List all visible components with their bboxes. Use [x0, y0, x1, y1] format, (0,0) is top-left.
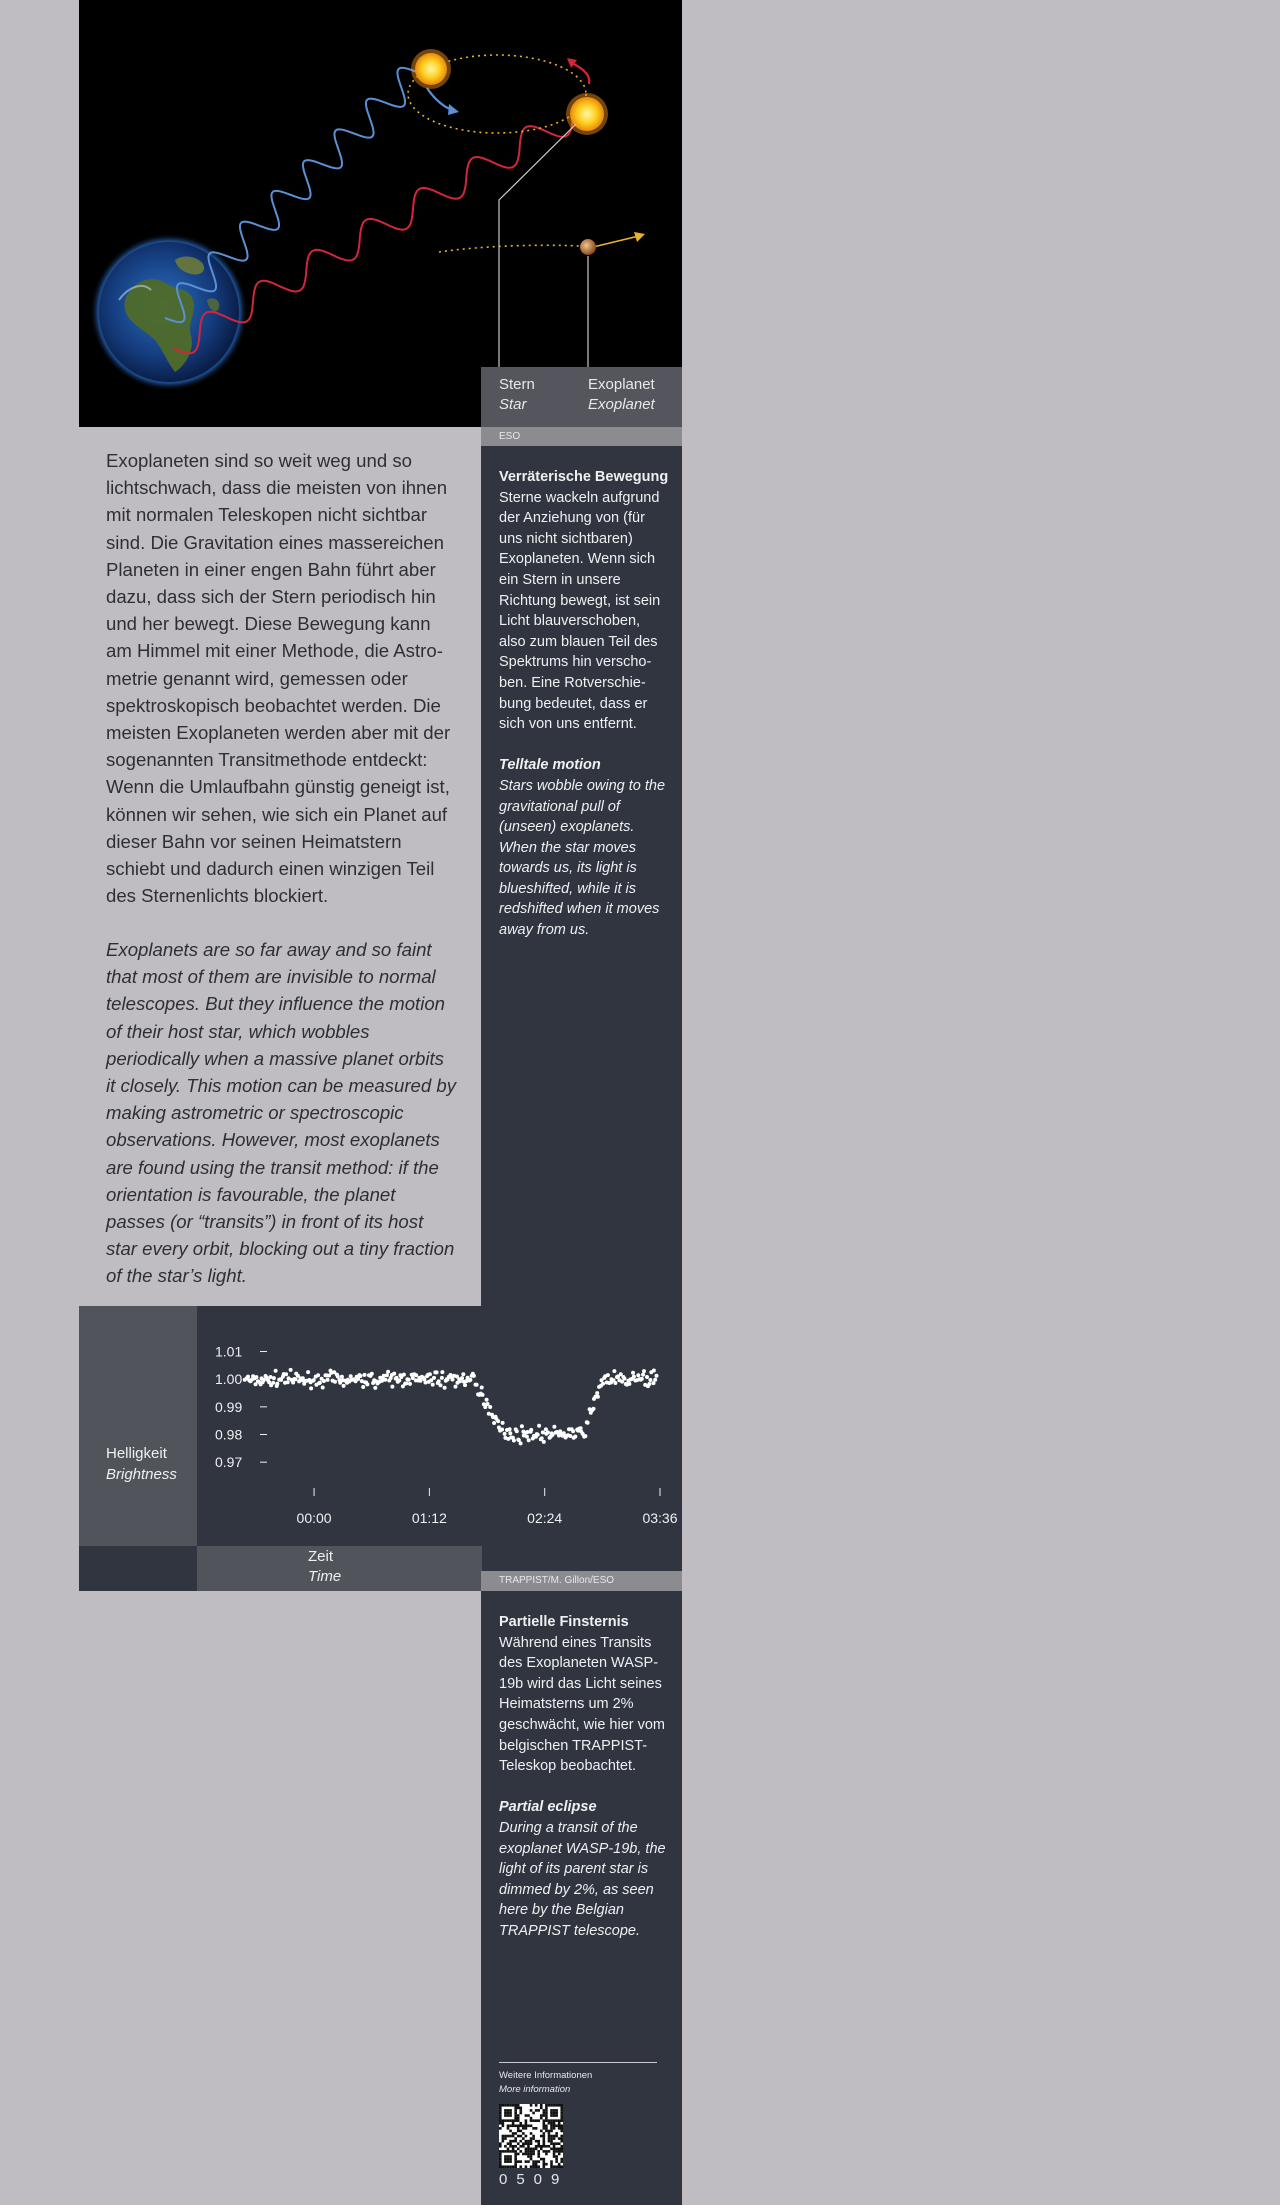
data-point: [386, 1370, 390, 1374]
data-point: [397, 1378, 401, 1382]
data-point: [653, 1378, 657, 1382]
data-point: [431, 1383, 435, 1387]
chart-credit: TRAPPIST/M. Gillon/ESO: [481, 1571, 682, 1591]
data-point: [636, 1373, 640, 1377]
data-point: [365, 1382, 369, 1386]
chart-corner: [79, 1546, 197, 1591]
radial-velocity-illustration: [79, 0, 682, 427]
data-point: [501, 1421, 505, 1425]
data-point: [642, 1369, 646, 1373]
y-axis-label-box: [79, 1306, 197, 1546]
data-point: [246, 1375, 250, 1379]
main-text-de: Exoplaneten sind so weit weg und so lichtschwach, dass die meisten von ihnen mit normalen Teleskopen nicht sichtbar sind. Die Gravitation eines massereichen Planeten in einer engen Bahn führt aber dazu, dass sich der Stern periodisch hin und her bewegt. Diese Bewegung kann am Himmel mit einer Methode, die Astrometrie genannt wird, gemessen oder spektroskopisch beobachtet werden. Die meisten Exoplaneten werden aber mit der sogenannten Transitmethode entdeckt: Wenn die Umlaufbahn günstig geneigt ist, können wir sehen, wie sich ein Planet auf dieser Bahn vor seinen Heimatstern schiebt und dadurch einen winzigen Teil des Sternenlichts blockiert.: [106, 450, 451, 907]
sidebar-eclipse: [499, 1612, 669, 1942]
data-point: [612, 1369, 616, 1373]
data-point: [373, 1386, 377, 1390]
legend-star: [499, 375, 535, 415]
data-point: [508, 1431, 512, 1435]
illustration-svg: [79, 0, 682, 427]
x-axis-label-de: Zeit: [308, 1548, 334, 1565]
sidebar-motion-title-en: Telltale motion: [499, 757, 601, 774]
data-point: [294, 1377, 298, 1381]
x-axis-label: [308, 1547, 341, 1587]
data-point: [392, 1372, 396, 1376]
legend-planet-en: Exoplanet: [588, 396, 655, 413]
data-point: [428, 1372, 432, 1376]
data-point: [640, 1377, 644, 1381]
sidebar-eclipse-body-en: During a transit of the exoplanet WASP-19b, the light of its parent star is dimmed by 2%, as seen here by the Belgian TRAPPIST telescope.: [499, 1819, 666, 1939]
star-position-1-icon: [411, 49, 451, 89]
star-position-2-icon: [566, 93, 608, 135]
data-point: [631, 1371, 635, 1375]
legend-star-de: Stern: [499, 376, 535, 393]
x-tick-label: 02:24: [527, 1510, 563, 1526]
data-point: [481, 1393, 485, 1397]
data-point: [349, 1374, 353, 1378]
data-point: [475, 1383, 479, 1387]
data-point: [440, 1376, 444, 1380]
data-point: [309, 1386, 313, 1390]
y-tick-label: 1.01: [215, 1343, 243, 1360]
x-tick-label: 01:12: [411, 1510, 447, 1526]
data-point: [536, 1433, 540, 1437]
data-point: [439, 1383, 443, 1387]
data-point: [542, 1440, 546, 1444]
data-point: [592, 1407, 596, 1411]
data-point: [527, 1438, 531, 1442]
data-point: [540, 1436, 544, 1440]
data-point: [272, 1376, 276, 1380]
data-point: [503, 1432, 507, 1436]
data-point: [432, 1376, 436, 1380]
data-point: [537, 1424, 541, 1428]
data-point: [321, 1386, 325, 1390]
y-tick-label: 0.98: [215, 1426, 243, 1443]
data-point: [306, 1370, 310, 1374]
x-axis-label-en: Time: [308, 1568, 342, 1585]
data-point: [632, 1375, 636, 1379]
data-point: [326, 1378, 330, 1382]
qr-code-number: 0509: [499, 2171, 569, 2188]
data-point: [286, 1380, 290, 1384]
data-point: [568, 1434, 572, 1438]
data-point: [370, 1372, 374, 1376]
data-point: [414, 1373, 418, 1377]
data-point: [359, 1374, 363, 1378]
y-tick-label: 1.00: [215, 1371, 243, 1388]
data-point: [461, 1372, 465, 1376]
data-point: [361, 1385, 365, 1389]
more-info-label: [499, 2069, 592, 2097]
data-point: [515, 1429, 519, 1433]
data-point: [269, 1375, 273, 1379]
qr-code-icon[interactable]: [499, 2104, 563, 2168]
data-point: [500, 1428, 504, 1432]
data-point: [404, 1381, 408, 1385]
data-point: [402, 1373, 406, 1377]
data-point: [454, 1385, 458, 1389]
data-point: [541, 1430, 545, 1434]
sidebar-motion-body-de: Sterne wackeln aufgrund der Anziehung von (für uns nicht sichtbaren) Exoplaneten. Wenn sich ein Stern in unsere Richtung bewegt, ist sein Licht blauverschoben, also zum blauen Teil des Spektrums hin verschoben. Eine Rotverschiebung bedeutet, dass er sich von uns entfernt.: [499, 489, 661, 733]
data-point: [289, 1368, 293, 1372]
data-point: [312, 1378, 316, 1382]
data-point: [641, 1373, 645, 1377]
data-point: [648, 1378, 652, 1382]
y-axis-label: [106, 1444, 177, 1485]
data-point: [333, 1380, 337, 1384]
illustration-legend: [481, 367, 682, 427]
data-point: [583, 1434, 587, 1438]
data-point: [383, 1378, 387, 1382]
data-point: [613, 1381, 617, 1385]
data-point: [552, 1425, 556, 1429]
data-point: [480, 1386, 484, 1390]
x-axis-label-box: [197, 1546, 482, 1591]
legend-planet-de: Exoplanet: [588, 376, 655, 393]
sidebar-eclipse-title-en: Partial eclipse: [499, 1799, 597, 1816]
data-point: [601, 1382, 605, 1386]
more-info-label-de: Weitere Informationen: [499, 2070, 593, 2081]
data-point: [595, 1391, 599, 1395]
data-point: [274, 1369, 278, 1373]
legend-planet: [588, 375, 655, 415]
planet-orbit: [439, 245, 579, 252]
data-point: [492, 1421, 496, 1425]
data-point: [463, 1383, 467, 1387]
sidebar-motion-title-de: Verräterische Bewegung: [499, 469, 669, 485]
data-point: [342, 1384, 346, 1388]
data-point: [596, 1395, 600, 1399]
y-axis-label-en: Brightness: [106, 1465, 177, 1483]
sidebar-eclipse-body-de: Während eines Transits des Exoplaneten WASP-19b wird das Licht seines Heimatsterns um 2% geschwächt, wie hier vom belgischen TRAPPIST-Teleskop beobachtet.: [499, 1634, 666, 1775]
data-point: [385, 1373, 389, 1377]
y-axis-label-de: Helligkeit: [106, 1445, 167, 1462]
x-tick-label: 00:00: [296, 1510, 332, 1526]
data-point: [407, 1378, 411, 1382]
data-point: [275, 1382, 279, 1386]
data-point: [606, 1373, 610, 1377]
data-point: [322, 1379, 326, 1383]
planet-motion-arrow-icon: [589, 236, 639, 248]
data-point: [645, 1375, 649, 1379]
data-point: [573, 1435, 577, 1439]
data-point: [408, 1382, 412, 1386]
legend-star-en: Star: [499, 396, 527, 413]
data-point: [284, 1372, 288, 1376]
data-point: [390, 1385, 394, 1389]
data-point: [340, 1375, 344, 1379]
data-point: [496, 1419, 500, 1423]
sidebar-eclipse-title-de: Partielle Finsternis: [499, 1614, 629, 1630]
data-point: [435, 1370, 439, 1374]
data-point: [271, 1381, 275, 1385]
data-point: [460, 1376, 464, 1380]
data-point: [571, 1429, 575, 1433]
data-point: [316, 1373, 320, 1377]
data-point: [440, 1370, 444, 1374]
data-point: [508, 1427, 512, 1431]
data-point: [488, 1405, 492, 1409]
info-divider: [499, 2062, 657, 2063]
y-tick-label: 0.99: [215, 1398, 243, 1415]
data-point: [486, 1402, 490, 1406]
data-point: [655, 1374, 659, 1378]
data-point: [579, 1426, 583, 1430]
data-point: [472, 1374, 476, 1378]
data-point: [291, 1381, 295, 1385]
more-info-label-en: More information: [499, 2084, 571, 2095]
exoplanet-icon: [580, 239, 596, 255]
data-point: [485, 1398, 489, 1402]
data-point: [363, 1373, 367, 1377]
data-point: [512, 1439, 516, 1443]
data-point: [586, 1421, 590, 1425]
data-point: [519, 1441, 523, 1445]
data-point: [525, 1435, 529, 1439]
light-curve-chart: [197, 1306, 682, 1546]
data-point: [468, 1378, 472, 1382]
data-point: [520, 1424, 524, 1428]
x-tick-label: 03:36: [642, 1510, 678, 1526]
data-point: [647, 1382, 651, 1386]
data-point: [254, 1375, 258, 1379]
main-text-en: Exoplanets are so far away and so faint that most of them are invisible to normal telescopes. But they influence the motion of their host star, which wobbles periodically when a massive planet orbits it closely. This motion can be measured by making astrometric or spectroscopic observations. However, most exoplanets are found using the transit method: if the orientation is favourable, the planet passes (or “transits”) in front of its host star every orbit, blocking out a tiny fraction of the star’s light.: [106, 939, 456, 1287]
data-point: [652, 1369, 656, 1373]
data-point: [443, 1386, 447, 1390]
earth-icon: [90, 233, 248, 391]
data-point: [451, 1378, 455, 1382]
data-point: [418, 1379, 422, 1383]
data-point: [627, 1382, 631, 1386]
y-tick-label: 0.97: [215, 1454, 243, 1471]
data-point: [318, 1381, 322, 1385]
data-point: [546, 1430, 550, 1434]
data-point: [623, 1377, 627, 1381]
data-point: [336, 1375, 340, 1379]
data-point: [529, 1428, 533, 1432]
illustration-credit: ESO: [481, 427, 682, 446]
sidebar-motion: [499, 467, 669, 941]
data-point: [437, 1379, 441, 1383]
sidebar-motion-body-en: Stars wobble owing to the gravitational pull of (unseen) exoplanets. When the star moves towards us, its light is blueshifted, while it is redshifted when it moves away from us.: [499, 777, 666, 939]
